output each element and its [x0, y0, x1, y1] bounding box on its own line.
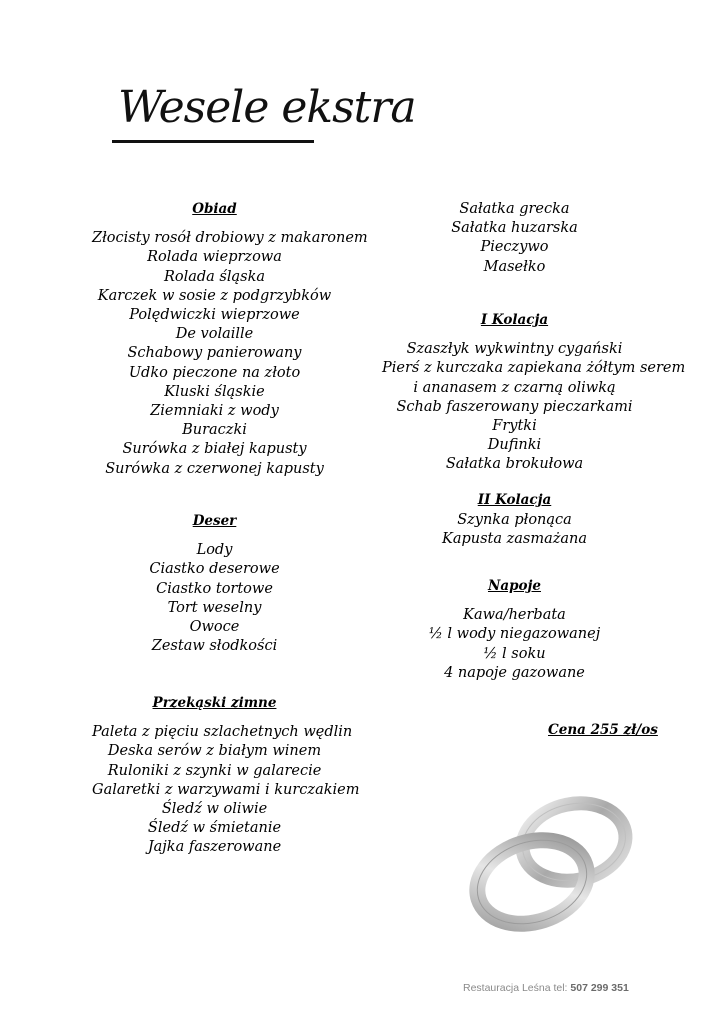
list-item: Tort weselny	[167, 599, 262, 616]
item-list-obiad	[92, 229, 368, 479]
menu-title: Wesele ekstra	[118, 82, 416, 133]
section-heading-kolacja-2: II Kolacja	[477, 492, 552, 508]
item-list-napoje	[382, 606, 647, 683]
list-item: Ziemniaki z wody	[150, 403, 279, 420]
list-item: Galaretki z warzywami i kurczakiem	[92, 781, 360, 798]
list-item: Karczek w sosie z podgrzybków	[97, 287, 332, 304]
list-item: Zestaw słodkości	[151, 638, 278, 655]
list-item: i ananasem z czarną oliwką	[413, 379, 616, 396]
footer-contact	[463, 982, 629, 994]
list-item: Szaszłyk wykwintny cygański	[406, 341, 623, 358]
list-item: Pieczywo	[480, 239, 549, 256]
list-item: ½ l soku	[483, 645, 546, 662]
list-item: Ciastko deserowe	[149, 561, 280, 578]
section-przekaski-zimne	[92, 694, 360, 858]
list-item: Frytki	[492, 418, 537, 435]
list-item: Ciastko tortowe	[156, 580, 273, 597]
section-kolacja-2	[382, 491, 647, 550]
list-item: Deska serów z białym winem	[107, 743, 322, 760]
list-item: Buraczki	[182, 422, 247, 439]
list-item: Jajka faszerowane	[147, 839, 282, 856]
list-item: Złocisty rosół drobiowy z makaronem	[92, 230, 368, 247]
list-item: Schabowy panierowany	[127, 345, 302, 362]
item-list-deser	[92, 541, 337, 656]
list-item: Pierś z kurczaka zapiekana żółtym serem	[382, 360, 686, 377]
list-item: Sałatka huzarska	[451, 220, 578, 237]
section-heading-przekaski: Przekąski zimne	[152, 695, 277, 711]
list-item: Dufinki	[487, 437, 542, 454]
section-salatki	[382, 200, 647, 277]
section-heading-obiad: Obiad	[192, 201, 237, 217]
title-underline	[112, 140, 314, 143]
section-heading-kolacja-1: I Kolacja	[480, 312, 549, 328]
list-item: Sałatka grecka	[459, 201, 570, 217]
list-item: Sałatka brokułowa	[445, 456, 584, 473]
section-heading-deser: Deser	[192, 513, 237, 529]
list-item: De volaille	[175, 326, 254, 343]
list-item: Paleta z pięciu szlachetnych wędlin	[92, 724, 353, 741]
section-obiad	[92, 200, 368, 479]
price-label: Cena 255 zł/os	[548, 722, 658, 738]
item-list-kolacja-1	[382, 340, 686, 474]
list-item: Rolada śląska	[163, 268, 266, 285]
list-item: Schab faszerowany pieczarkami	[396, 398, 633, 415]
list-item: Udko pieczone na złoto	[128, 364, 301, 381]
list-item: Kapusta zasmażana	[441, 531, 587, 548]
list-item: Surówka z białej kapusty	[122, 441, 307, 458]
list-item: Ruloniki z szynki w galarecie	[107, 762, 322, 779]
section-heading-napoje: Napoje	[487, 578, 541, 594]
section-napoje	[382, 577, 647, 683]
list-item: Lody	[196, 542, 233, 559]
list-item: ½ l wody niegazowanej	[428, 626, 601, 643]
list-item: 4 napoje gazowane	[444, 664, 585, 681]
list-item: Kawa/herbata	[463, 607, 566, 624]
list-item: Masełko	[483, 258, 546, 275]
section-deser	[92, 512, 337, 656]
item-list-kolacja-2	[382, 511, 647, 549]
wedding-rings-icon	[462, 790, 642, 944]
list-item: Polędwiczki wieprzowe	[129, 307, 300, 324]
list-item: Surówka z czerwonej kapusty	[105, 460, 324, 477]
section-kolacja-1	[382, 311, 686, 475]
list-item: Rolada wieprzowa	[147, 249, 282, 266]
list-item: Kluski śląskie	[164, 383, 265, 400]
list-item: Owoce	[189, 619, 240, 636]
item-list-przekaski	[92, 723, 360, 857]
footer-phone: 507 299 351	[570, 982, 629, 994]
footer-label: Restauracja Leśna tel:	[463, 982, 568, 994]
list-item: Śledź w oliwie	[161, 801, 268, 818]
list-item: Śledź w śmietanie	[147, 820, 282, 837]
list-item: Szynka płonąca	[457, 512, 572, 529]
